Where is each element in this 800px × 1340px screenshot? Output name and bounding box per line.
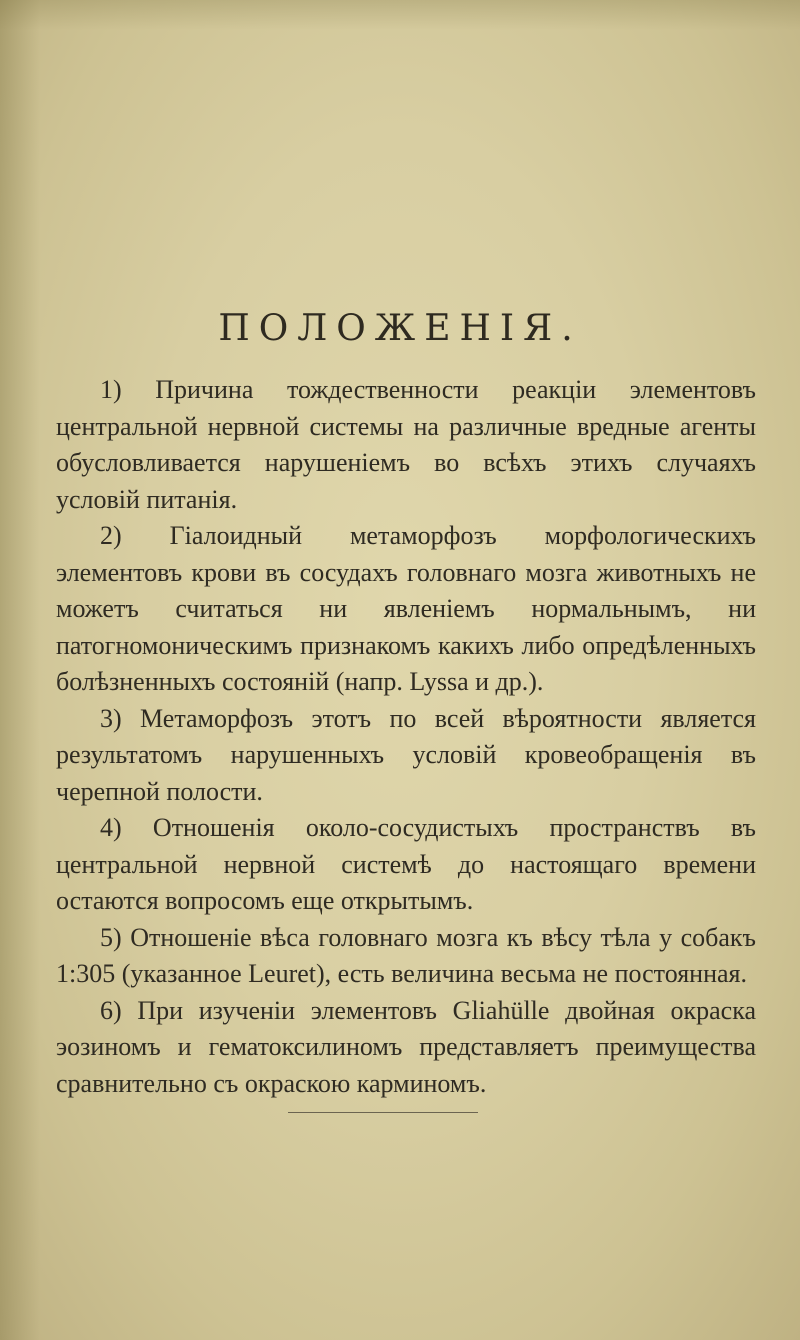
page-title: ПОЛОЖЕНІЯ. <box>218 308 582 349</box>
thesis-item-6: 6) При изученіи элементовъ Gliahülle двойная окраска эозиномъ и гематоксилиномъ представляетъ преимущества сравнительно съ окраскою карминомъ. <box>56 995 756 1098</box>
thesis-item-4: 4) Отношенія около-сосудистыхъ пространствъ въ центральной нервной системѣ до настоящаго времени остаются вопросомъ еще открытымъ. <box>56 813 756 915</box>
thesis-item-5: 5) Отношеніе вѣса головнаго мозга къ вѣсу тѣла у собакъ 1:305 (указанное Leuret), есть величина весьма не постоянная. <box>56 922 756 988</box>
closing-divider <box>288 1112 478 1113</box>
thesis-item-2: 2) Гіалоидный метаморфозъ морфологическихъ элементовъ крови въ сосудахъ головнаго мозга животныхъ не можетъ считаться ни явленіемъ нормальнымъ, ни патогномоническимъ признакомъ какихъ либо опредѣленныхъ болѣзненныхъ состояній (напр. Lyssa и др.). <box>56 521 756 696</box>
page-edge-shadow <box>0 0 40 1340</box>
page-top-shadow <box>0 0 800 30</box>
theses-list <box>56 372 756 1102</box>
thesis-item-3: 3) Метаморфозъ этотъ по всей вѣроятности является результатомъ нарушенныхъ условій кровеобращенія въ черепной полости. <box>56 703 756 806</box>
thesis-item-1: 1) Причина тождественности реакціи элементовъ центральной нервной системы на различные вредные агенты обусловливается нарушеніемъ во всѣхъ этихъ случаяхъ условій питанія. <box>56 375 756 514</box>
